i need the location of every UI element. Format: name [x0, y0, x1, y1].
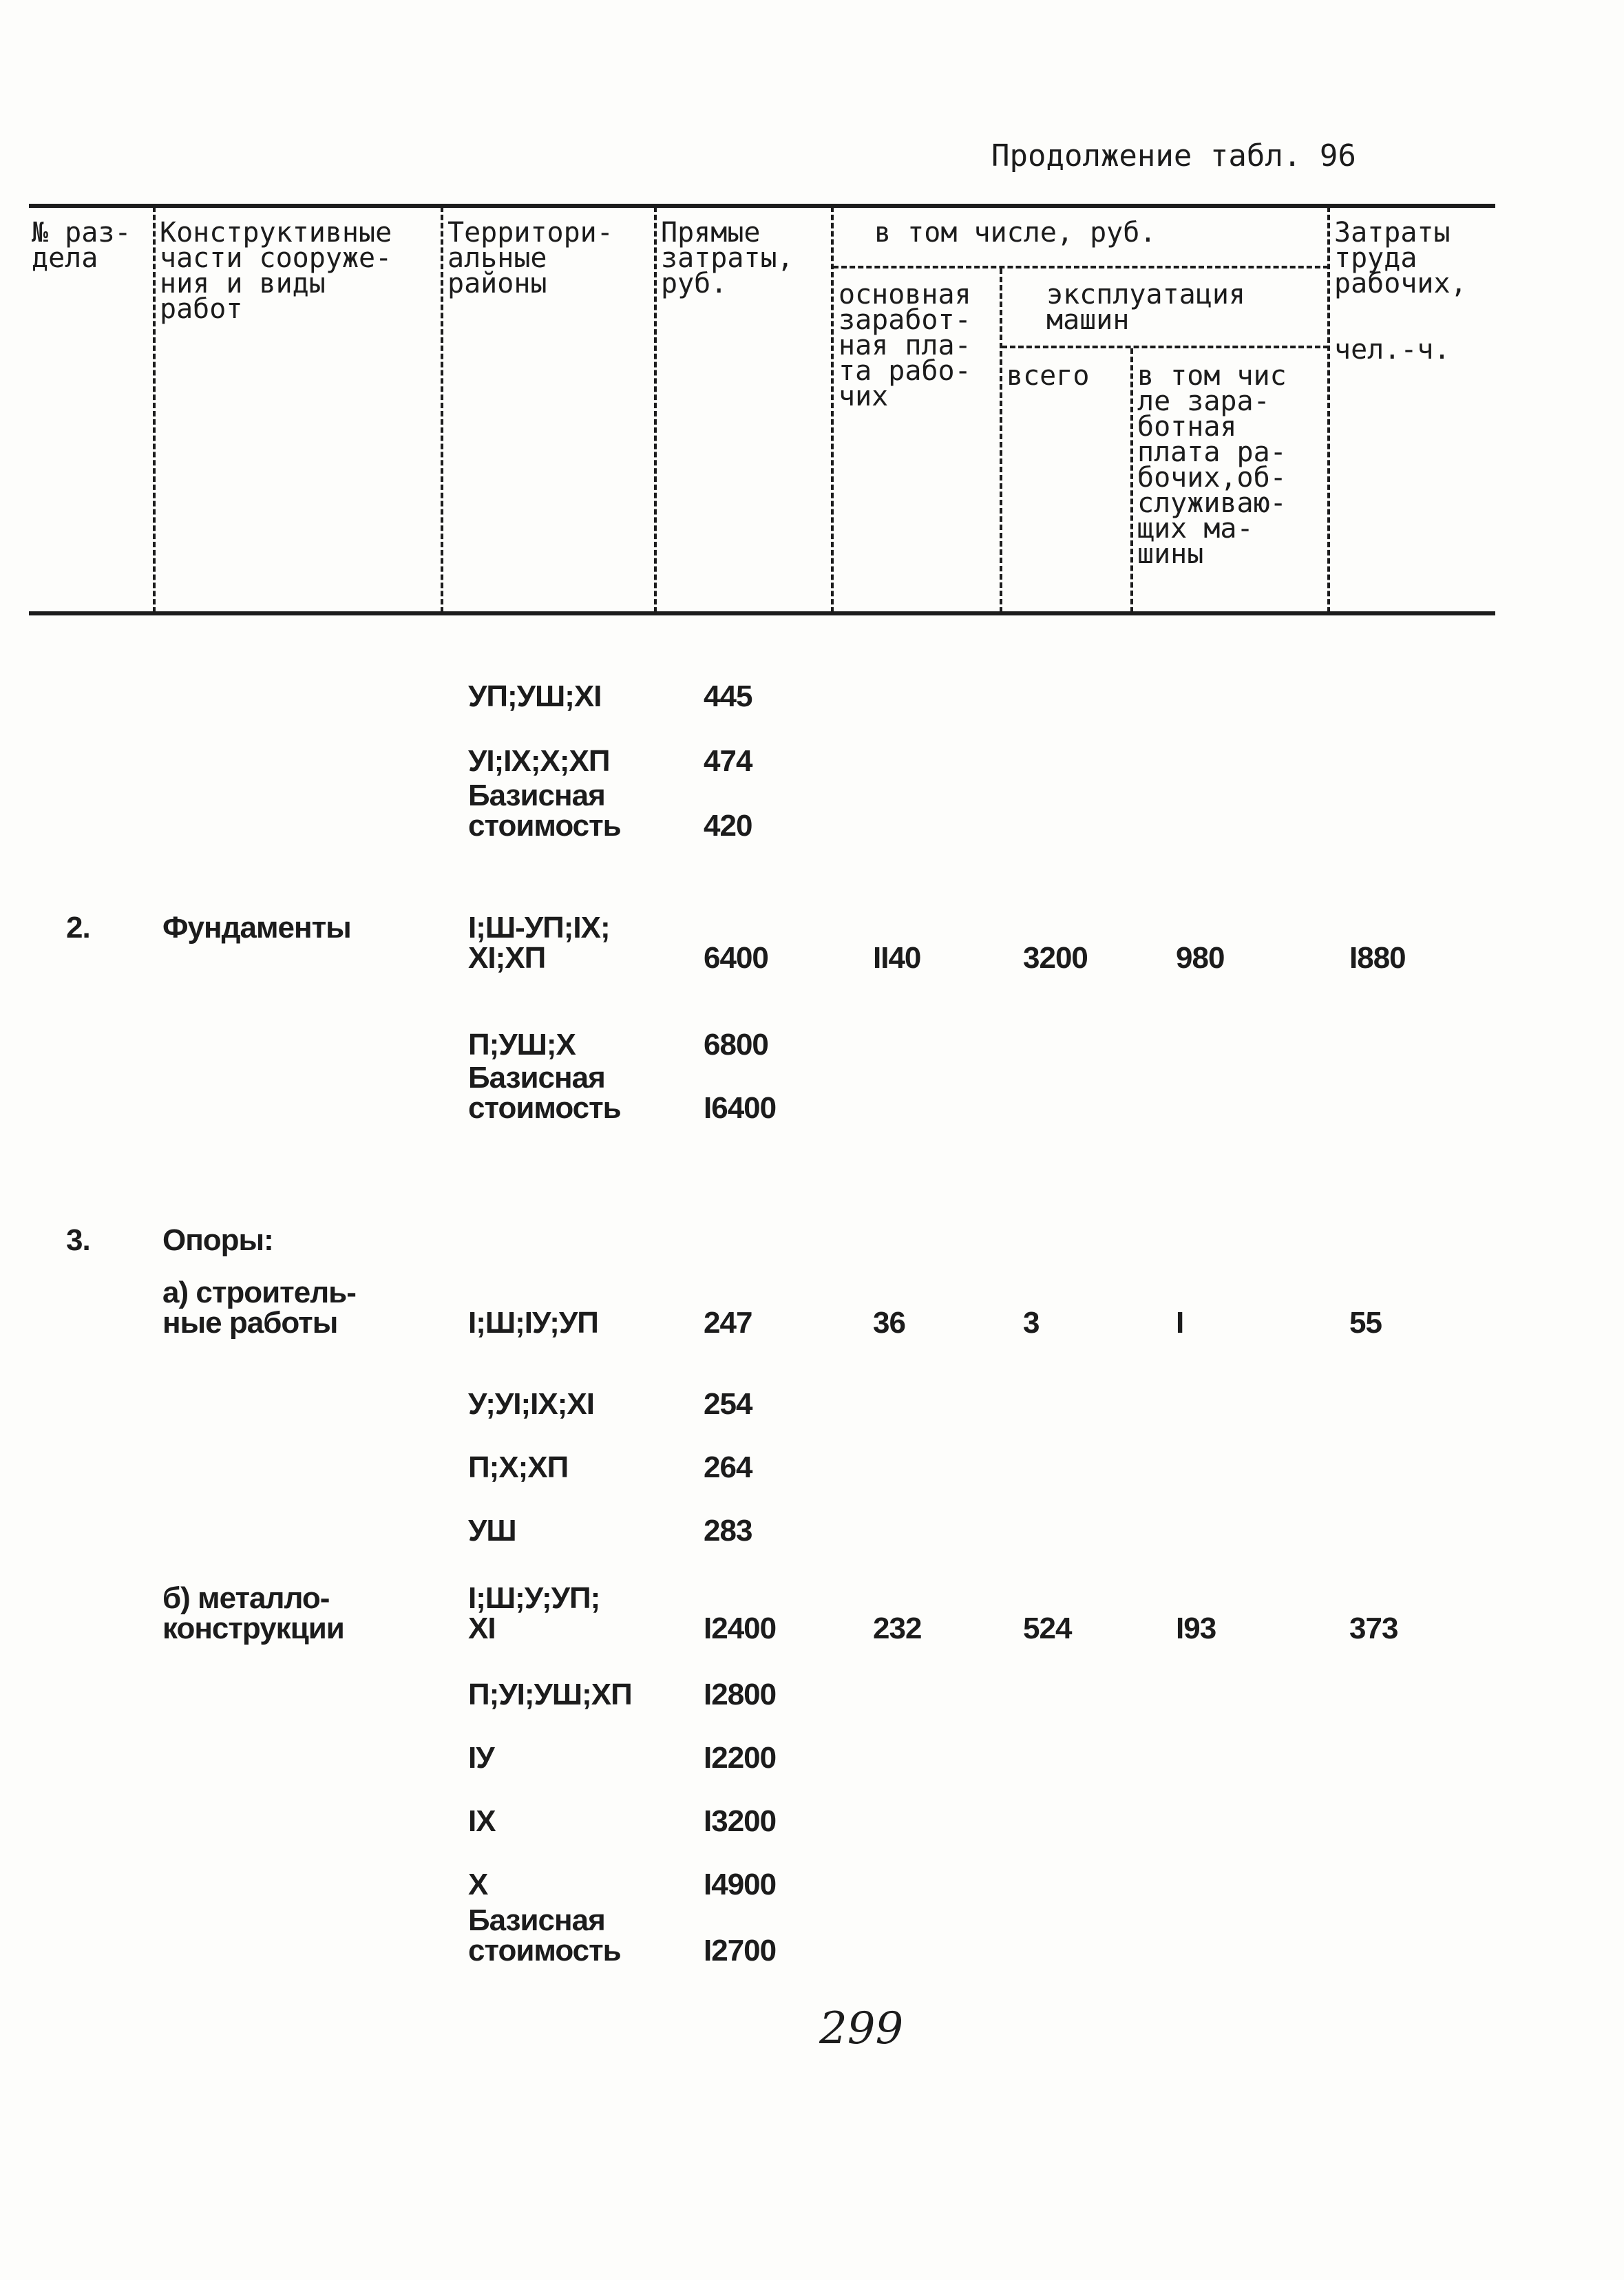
cell-mach-wage: I	[1176, 1306, 1184, 1340]
cell-mach-total: 3200	[1023, 941, 1088, 975]
header-including: в том числе, руб.	[874, 217, 1157, 249]
cell-cost: 264	[704, 1450, 752, 1484]
col-sep-1	[153, 207, 156, 613]
cell-cost: 283	[704, 1514, 752, 1548]
cell-cost: I2400	[704, 1612, 777, 1645]
cell-region: X	[468, 1868, 488, 1901]
cell-region: П;X;XП	[468, 1450, 569, 1484]
cell-mach-wage: I93	[1176, 1612, 1216, 1645]
cell-region: УП;УШ;XI	[468, 679, 602, 713]
cell-wage: 232	[873, 1612, 922, 1645]
col-sep-4	[831, 207, 834, 613]
header-base-wage: основная заработ- ная пла- та рабо- чих	[839, 279, 971, 412]
cell-cost: I2700	[704, 1934, 777, 1967]
cell-cost: 474	[704, 744, 752, 778]
cell-wage: II40	[873, 941, 921, 975]
header-top-rule	[29, 204, 1495, 208]
header-regions: Территори- альные районы	[447, 217, 613, 299]
cell-region: Базисная стоимость	[468, 1903, 621, 1967]
col-sep-7	[1327, 207, 1330, 613]
header-machines-total: всего	[1006, 360, 1090, 392]
cell-region: П;УШ;X	[468, 1028, 576, 1062]
cell-cost: 420	[704, 809, 752, 843]
cell-cost: 247	[704, 1306, 752, 1340]
cell-labor: 373	[1349, 1612, 1398, 1645]
including-divider	[833, 266, 1329, 268]
cell-region: УI;IX;X;XП	[468, 744, 610, 778]
cell-region: У;УI;IX;XI	[468, 1387, 594, 1421]
header-section-no: № раз- дела	[32, 217, 131, 274]
cell-region: I;Ш;У;УП; XI	[468, 1581, 600, 1645]
header-parts: Конструктивные части сооруже- ния и виды работ	[160, 217, 392, 325]
col-sep-3	[654, 207, 657, 613]
header-labor: Затраты труда рабочих,	[1334, 217, 1467, 299]
cell-part: Фундаменты	[162, 911, 351, 944]
col-sep-2	[441, 207, 443, 613]
cell-section: 3.	[66, 1223, 90, 1257]
cell-region: I;Ш;IУ;УП	[468, 1306, 598, 1340]
cell-cost: 6400	[704, 941, 768, 975]
cell-cost: I2200	[704, 1741, 777, 1775]
cell-region: П;УI;УШ;XП	[468, 1678, 632, 1711]
cell-region: IX	[468, 1804, 496, 1838]
cell-labor: 55	[1349, 1306, 1382, 1340]
cell-region: IУ	[468, 1741, 494, 1775]
cell-region: Базисная стоимость	[468, 779, 621, 843]
header-direct-cost: Прямые затраты, руб.	[661, 217, 794, 299]
cell-region: УШ	[468, 1514, 516, 1548]
cell-cost: 254	[704, 1387, 752, 1421]
header-labor-unit: чел.-ч.	[1334, 334, 1451, 366]
cell-part: а) строитель- ные работы	[162, 1276, 356, 1340]
header-machines: эксплуатация машин	[1046, 279, 1245, 336]
cell-cost: I3200	[704, 1804, 777, 1838]
cell-cost: I6400	[704, 1091, 777, 1125]
col-sep-6	[1130, 348, 1133, 613]
cell-cost: I4900	[704, 1868, 777, 1901]
cell-cost: 445	[704, 679, 752, 713]
cell-section: 2.	[66, 911, 90, 944]
page-number: 299	[819, 2003, 904, 2054]
col-sep-5	[1000, 268, 1002, 613]
machines-divider	[1002, 346, 1329, 348]
cell-cost: I2800	[704, 1678, 777, 1711]
cell-region: I;Ш-УП;IX; XI;XП	[468, 911, 610, 975]
cell-region: Базисная стоимость	[468, 1061, 621, 1125]
cell-wage: 36	[873, 1306, 905, 1340]
cell-mach-wage: 980	[1176, 941, 1225, 975]
cell-mach-total: 3	[1023, 1306, 1040, 1340]
header-bottom-rule	[29, 611, 1495, 615]
cell-part: Опоры:	[162, 1223, 273, 1257]
cell-cost: 6800	[704, 1028, 768, 1062]
cell-labor: I880	[1349, 941, 1406, 975]
header-machines-wage: в том чис ле зара- ботная плата ра- бочих,об- служиваю- щих ма- шины	[1137, 360, 1287, 570]
cell-mach-total: 524	[1023, 1612, 1072, 1645]
cell-part: б) металло- конструкции	[162, 1581, 344, 1645]
page-title: Продолжение табл. 96	[991, 138, 1356, 173]
